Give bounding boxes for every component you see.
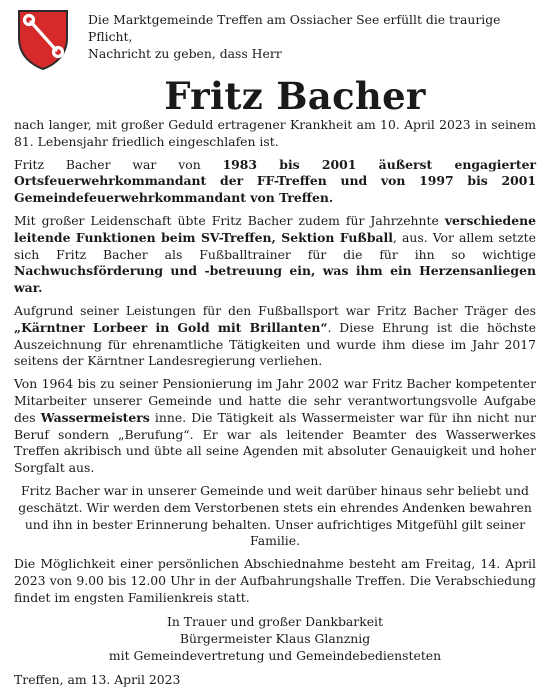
text: Fritz Bacher war von (14, 156, 223, 172)
bold-text: Nachwuchsförderung und -betreuung ein, was ihm ein Herzensanliegen war. (14, 263, 536, 296)
intro-text (88, 8, 536, 62)
text: inne. Die Tätigkeit als Wassermeister war für ihn nicht nur Beruf sondern „Berufung“. Er war als leitender Beamter des Wasserwerkes Treffen akribisch und übte all seine Agenden mit absoluter Genauigkeit und hoher Sorgfalt aus. (14, 409, 536, 476)
text: , aus. Vor allem setzte sich Fritz Bacher als Fußballtrainer für die für ihn so wichtige (14, 229, 536, 262)
paragraph-career (14, 376, 536, 477)
paragraph-award (14, 303, 536, 370)
signature-line-2: Bürgermeister Klaus Glanznig (179, 630, 371, 646)
text: . Diese Ehrung ist die höchste Auszeichnung für ehrenamtliche Tätigkeiten und wurde ihm diese im Jahr 2017 seitens der Kärntner Landesregierung verliehen. (14, 319, 536, 369)
bold-text: verschiedene leitende Funktionen beim SV-Treffen, Sektion Fußball (14, 212, 536, 245)
signature-block (14, 613, 536, 664)
deceased-name: Fritz Bacher (164, 74, 426, 118)
place-date: Treffen, am 13. April 2023 (14, 671, 181, 687)
bold-text: Wassermeisters (40, 409, 150, 425)
bold-text: „Kärntner Lorbeer in Gold mit Brillanten“ (14, 319, 328, 335)
coat-of-arms-icon (16, 8, 70, 72)
signature-line-1: In Trauer und großer Dankbarkeit (166, 613, 383, 629)
bold-text: 1983 bis 2001 äußerst engagierter Ortsfeuerwehrkommandant der FF-Treffen und von 1997 bis 2001 Gemeindefeuerwehrkommandant von Treffen. (14, 156, 536, 206)
text: Von 1964 bis zu seiner Pensionierung im Jahr 2002 war Fritz Bacher kompetenter Mitarbeiter unserer Gemeinde und hatte die sehr verantwortungsvolle Aufgabe des (14, 376, 536, 425)
intro-line-2: Nachricht zu geben, dass Herr (88, 46, 282, 61)
text: Mit großer Leidenschaft übte Fritz Bacher zudem für Jahrzehnte (14, 212, 445, 228)
signature-line-3: mit Gemeindevertretung und Gemeindebediensteten (108, 647, 442, 663)
paragraph-death-notice: nach langer, mit großer Geduld ertragener Krankheit am 10. April 2023 in seinem 81. Lebensjahr friedlich eingeschlafen ist. (14, 117, 536, 149)
text: Aufgrund seiner Leistungen für den Fußballsport war Fritz Bacher Träger des (14, 302, 536, 318)
paragraph-remembrance: Fritz Bacher war in unserer Gemeinde und weit darüber hinaus sehr beliebt und geschätzt. Wir werden dem Verstorbenen stets ein ehrendes Andenken bewahren und ihn in bester Erinnerung behalten. Unser aufrichtiges Mitgefühl gilt seiner Familie. (18, 482, 532, 549)
paragraph-farewell: Die Möglichkeit einer persönlichen Abschiednahme besteht am Freitag, 14. April 2023 von 9.00 bis 12.00 Uhr in der Aufbahrungshalle Treffen. Die Verabschiedung findet im engsten Familienkreis statt. (14, 556, 536, 605)
paragraph-fire-brigade (14, 157, 536, 207)
paragraph-football (14, 213, 536, 297)
intro-line-1: Die Marktgemeinde Treffen am Ossiacher See erfüllt die traurige Pflicht, (88, 12, 501, 44)
header (14, 8, 536, 72)
